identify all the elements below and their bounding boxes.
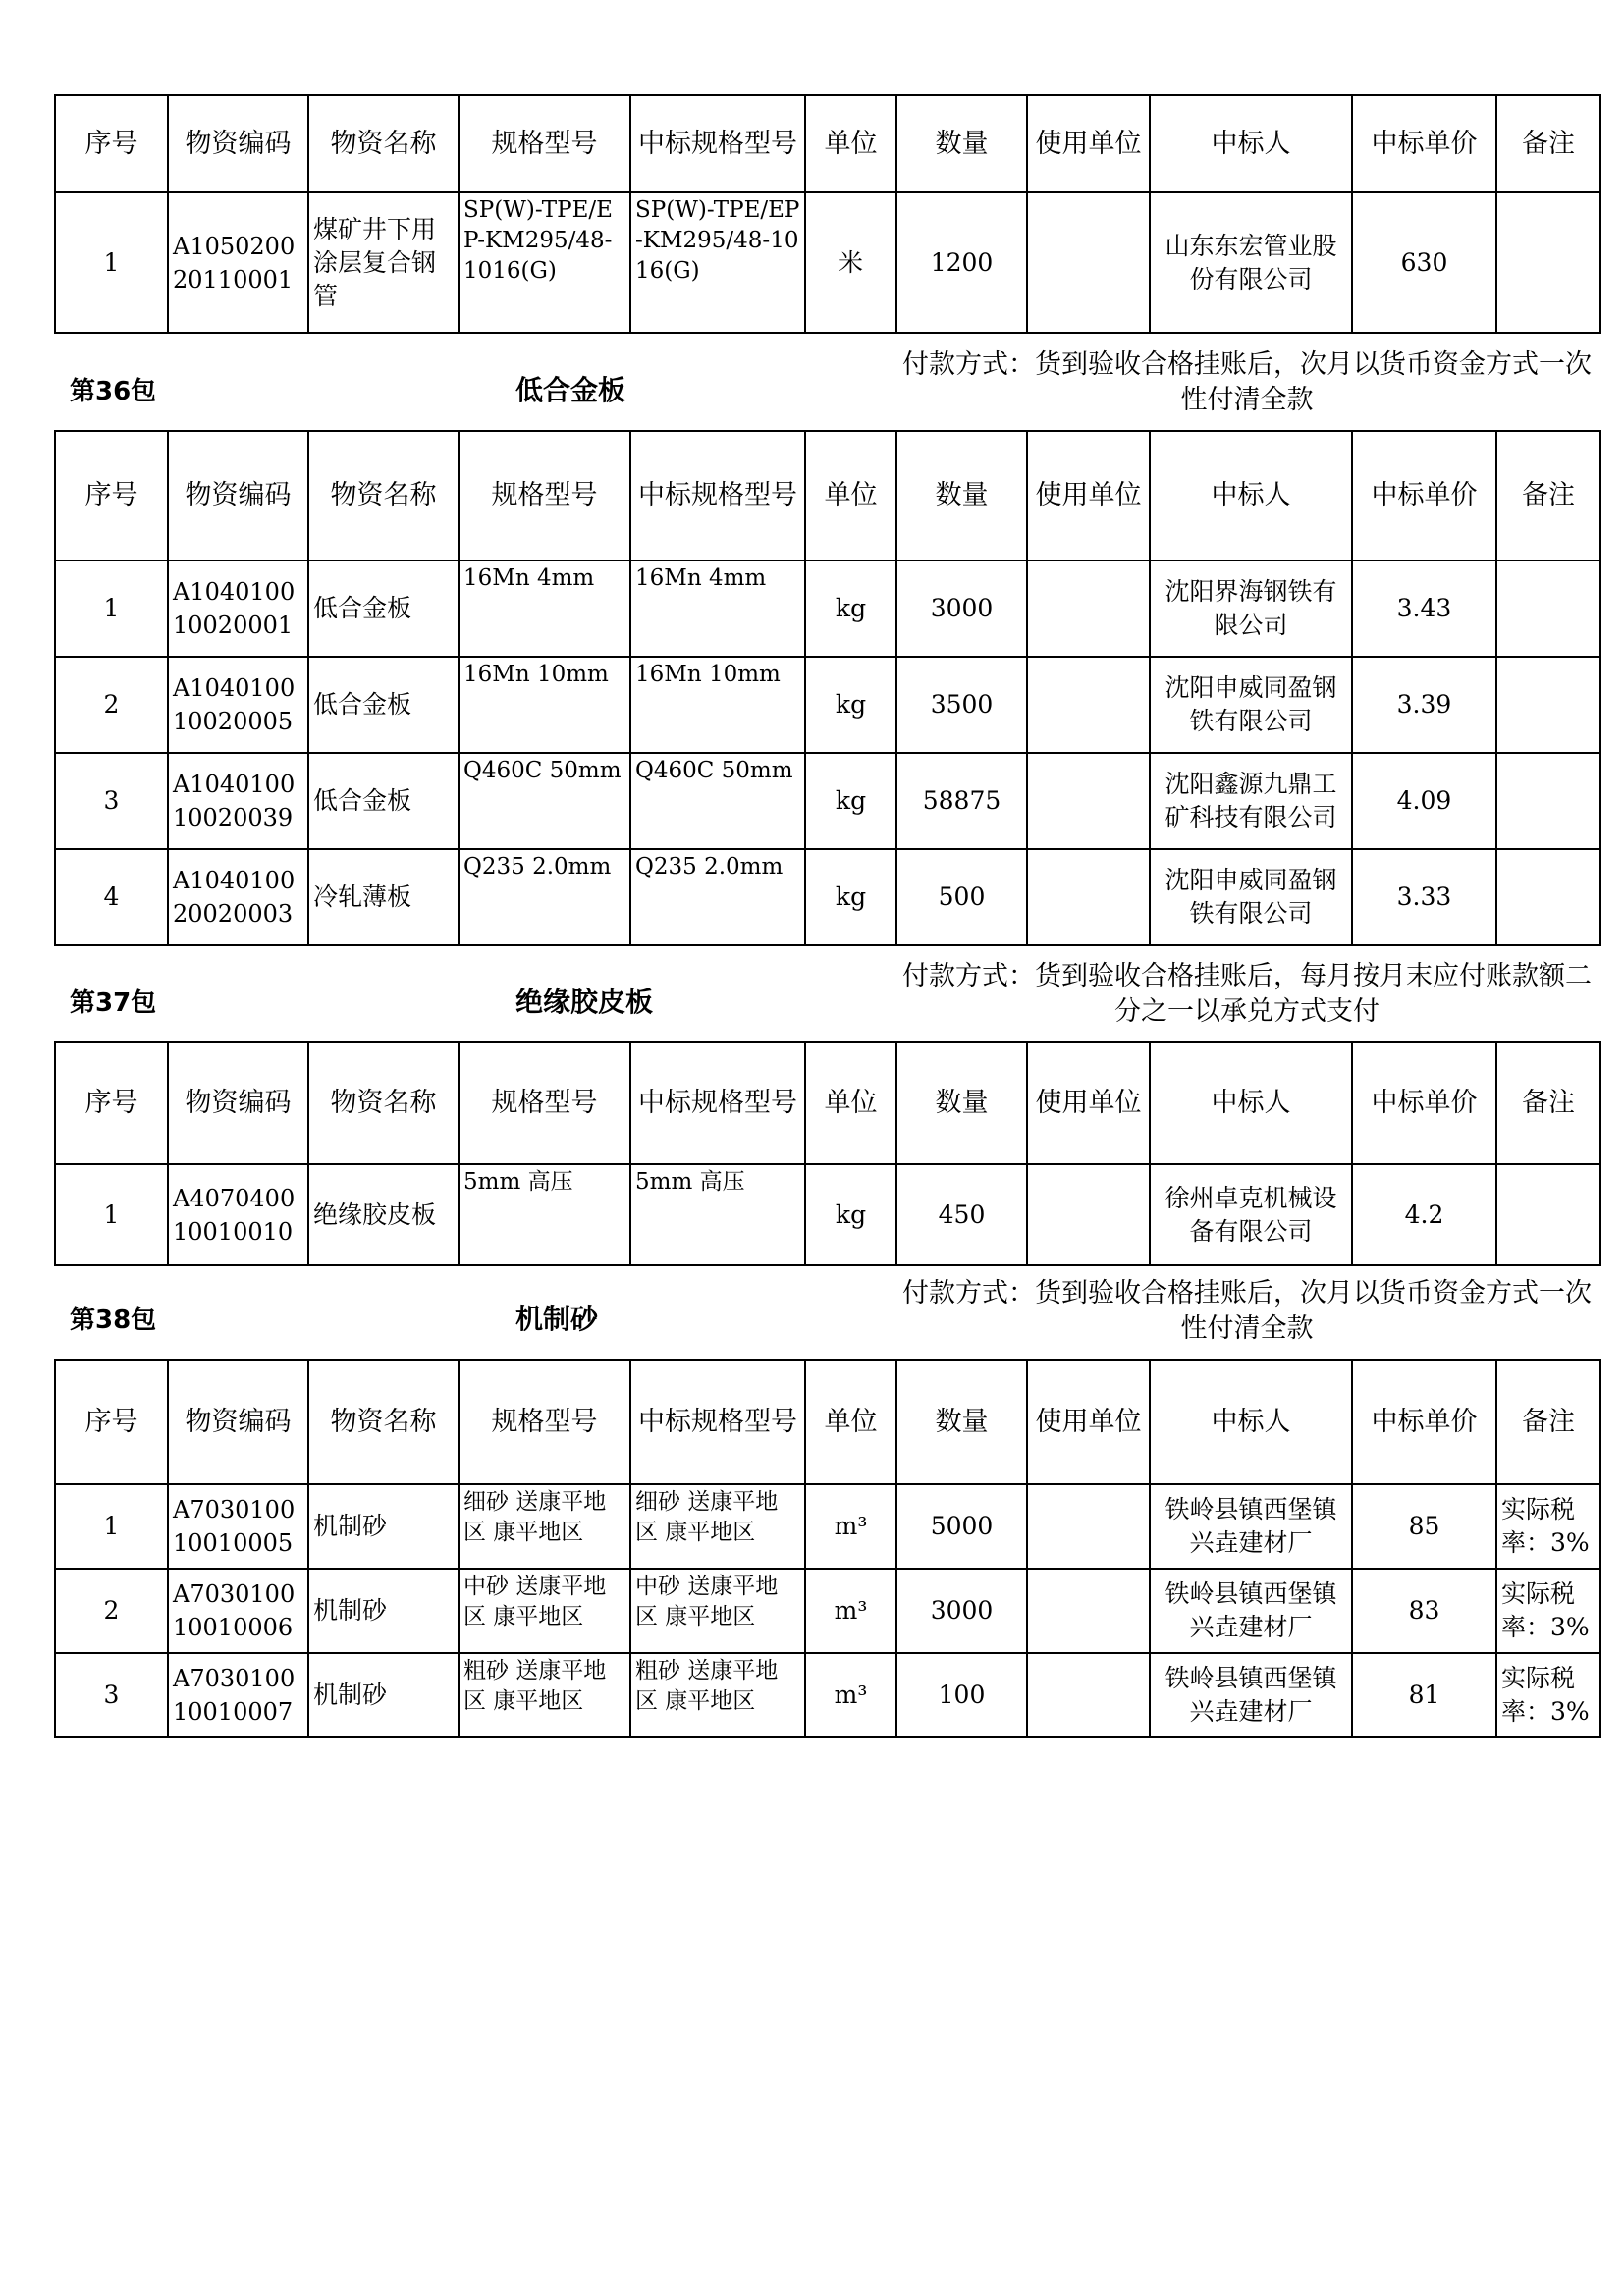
table-pkg35 [54,94,1601,334]
qty-cell: 100 [896,1653,1027,1737]
qty-cell: 5000 [896,1484,1027,1569]
code-cell: A104010010020001 [168,561,308,657]
qty-cell: 500 [896,849,1027,945]
table-header-row [55,431,1600,561]
note-cell [1496,753,1600,849]
unit-cell: kg [805,657,896,753]
seq-cell: 3 [55,1653,168,1737]
column-header: 规格型号 [459,431,630,561]
code-cell: A104010010020005 [168,657,308,753]
column-header: 使用单位 [1027,95,1150,192]
column-header: 中标规格型号 [630,1360,805,1484]
note-cell: 实际税率：3% [1496,1484,1600,1569]
table-pkg38 [54,1359,1601,1738]
qty-cell: 1200 [896,192,1027,333]
name-cell: 冷轧薄板 [308,849,459,945]
bid-spec-cell: 细砂 送康平地区 康平地区 [630,1484,805,1569]
bid-spec-cell: Q235 2.0mm [630,849,805,945]
column-header: 中标规格型号 [630,431,805,561]
column-header: 物资名称 [308,1042,459,1164]
column-header: 物资名称 [308,431,459,561]
unit-cell: m³ [805,1653,896,1737]
payment-terms: 付款方式：货到验收合格挂账后，每月按月末应付账款额二分之一以承兑方式支付 [902,961,1592,1027]
table-row [55,849,1600,945]
column-header: 中标规格型号 [630,1042,805,1164]
user-cell [1027,1653,1150,1737]
column-header: 中标规格型号 [630,95,805,192]
package-title: 机制砂 [515,1303,599,1335]
seq-cell: 1 [55,561,168,657]
name-cell: 机制砂 [308,1569,459,1653]
column-header: 使用单位 [1027,1360,1150,1484]
column-header: 序号 [55,431,168,561]
table-header-row [55,1042,1600,1164]
winner-cell: 山东东宏管业股份有限公司 [1150,192,1352,333]
package-number: 第37包 [70,988,157,1018]
name-cell: 低合金板 [308,657,459,753]
column-header: 物资名称 [308,95,459,192]
table-row [55,657,1600,753]
note-cell: 实际税率：3% [1496,1569,1600,1653]
bid-spec-cell: 5mm 高压 [630,1164,805,1265]
code-cell: A703010010010005 [168,1484,308,1569]
column-header: 物资编码 [168,95,308,192]
user-cell [1027,753,1150,849]
price-cell: 4.09 [1352,753,1496,849]
price-cell: 3.39 [1352,657,1496,753]
price-cell: 3.33 [1352,849,1496,945]
column-header: 规格型号 [459,1360,630,1484]
note-cell [1496,192,1600,333]
column-header: 中标单价 [1352,1042,1496,1164]
column-header: 使用单位 [1027,431,1150,561]
unit-cell: kg [805,561,896,657]
seq-cell: 1 [55,1164,168,1265]
price-cell: 3.43 [1352,561,1496,657]
user-cell [1027,1164,1150,1265]
column-header: 中标人 [1150,1042,1352,1164]
bid-spec-cell: 粗砂 送康平地区 康平地区 [630,1653,805,1737]
column-header: 单位 [805,431,896,561]
unit-cell: kg [805,849,896,945]
spec-cell: Q460C 50mm [459,753,630,849]
package-37-header [54,959,1599,1038]
qty-cell: 450 [896,1164,1027,1265]
table-header-row [55,1360,1600,1484]
column-header: 备注 [1496,95,1600,192]
column-header: 序号 [55,95,168,192]
bid-spec-cell: Q460C 50mm [630,753,805,849]
bid-spec-cell: 16Mn 10mm [630,657,805,753]
name-cell: 机制砂 [308,1484,459,1569]
qty-cell: 3000 [896,1569,1027,1653]
price-cell: 4.2 [1352,1164,1496,1265]
column-header: 单位 [805,95,896,192]
seq-cell: 1 [55,1484,168,1569]
code-cell: A703010010010007 [168,1653,308,1737]
column-header: 中标单价 [1352,1360,1496,1484]
bid-spec-cell: 中砂 送康平地区 康平地区 [630,1569,805,1653]
name-cell: 低合金板 [308,753,459,849]
table-row [55,1569,1600,1653]
winner-cell: 沈阳申威同盈钢铁有限公司 [1150,849,1352,945]
seq-cell: 1 [55,192,168,333]
note-cell [1496,657,1600,753]
name-cell: 机制砂 [308,1653,459,1737]
spec-cell: SP(W)-TPE/EP-KM295/48-1016(G) [459,192,630,333]
user-cell [1027,1484,1150,1569]
column-header: 数量 [896,431,1027,561]
column-header: 数量 [896,1360,1027,1484]
note-cell [1496,849,1600,945]
unit-cell: 米 [805,192,896,333]
code-cell: A105020020110001 [168,192,308,333]
column-header: 物资名称 [308,1360,459,1484]
column-header: 数量 [896,1042,1027,1164]
seq-cell: 4 [55,849,168,945]
code-cell: A407040010010010 [168,1164,308,1265]
price-cell: 85 [1352,1484,1496,1569]
column-header: 规格型号 [459,1042,630,1164]
code-cell: A104010010020039 [168,753,308,849]
column-header: 物资编码 [168,1042,308,1164]
note-cell [1496,561,1600,657]
table-pkg36 [54,430,1601,946]
column-header: 中标单价 [1352,95,1496,192]
column-header: 备注 [1496,1360,1600,1484]
price-cell: 630 [1352,192,1496,333]
column-header: 使用单位 [1027,1042,1150,1164]
package-number: 第36包 [70,377,157,406]
winner-cell: 铁岭县镇西堡镇兴垚建材厂 [1150,1484,1352,1569]
spec-cell: 中砂 送康平地区 康平地区 [459,1569,630,1653]
spec-cell: Q235 2.0mm [459,849,630,945]
qty-cell: 3000 [896,561,1027,657]
package-36-header [54,347,1599,426]
code-cell: A703010010010006 [168,1569,308,1653]
seq-cell: 2 [55,1569,168,1653]
winner-cell: 沈阳鑫源九鼎工矿科技有限公司 [1150,753,1352,849]
user-cell [1027,657,1150,753]
package-title: 低合金板 [515,374,626,406]
table-row [55,753,1600,849]
table-pkg37 [54,1041,1601,1266]
winner-cell: 徐州卓克机械设备有限公司 [1150,1164,1352,1265]
user-cell [1027,849,1150,945]
user-cell [1027,561,1150,657]
table-row [55,192,1600,333]
unit-cell: m³ [805,1569,896,1653]
column-header: 序号 [55,1360,168,1484]
spec-cell: 16Mn 4mm [459,561,630,657]
column-header: 中标人 [1150,431,1352,561]
spec-cell: 粗砂 送康平地区 康平地区 [459,1653,630,1737]
user-cell [1027,1569,1150,1653]
table-header-row [55,95,1600,192]
column-header: 备注 [1496,431,1600,561]
winner-cell: 沈阳申威同盈钢铁有限公司 [1150,657,1352,753]
payment-terms: 付款方式：货到验收合格挂账后，次月以货币资金方式一次性付清全款 [902,349,1592,415]
column-header: 中标人 [1150,1360,1352,1484]
spec-cell: 5mm 高压 [459,1164,630,1265]
note-cell [1496,1164,1600,1265]
column-header: 中标单价 [1352,431,1496,561]
spec-cell: 16Mn 10mm [459,657,630,753]
column-header: 规格型号 [459,95,630,192]
table-row [55,1484,1600,1569]
package-38-header [54,1276,1599,1355]
seq-cell: 2 [55,657,168,753]
column-header: 单位 [805,1042,896,1164]
name-cell: 煤矿井下用涂层复合钢管 [308,192,459,333]
user-cell [1027,192,1150,333]
spec-cell: 细砂 送康平地区 康平地区 [459,1484,630,1569]
winner-cell: 铁岭县镇西堡镇兴垚建材厂 [1150,1569,1352,1653]
table-row [55,1653,1600,1737]
column-header: 数量 [896,95,1027,192]
code-cell: A104010020020003 [168,849,308,945]
qty-cell: 58875 [896,753,1027,849]
seq-cell: 3 [55,753,168,849]
winner-cell: 铁岭县镇西堡镇兴垚建材厂 [1150,1653,1352,1737]
column-header: 单位 [805,1360,896,1484]
column-header: 物资编码 [168,1360,308,1484]
price-cell: 83 [1352,1569,1496,1653]
name-cell: 绝缘胶皮板 [308,1164,459,1265]
unit-cell: kg [805,1164,896,1265]
column-header: 物资编码 [168,431,308,561]
column-header: 备注 [1496,1042,1600,1164]
bid-spec-cell: SP(W)-TPE/EP-KM295/48-1016(G) [630,192,805,333]
payment-terms: 付款方式：货到验收合格挂账后，次月以货币资金方式一次性付清全款 [902,1278,1592,1344]
table-row [55,1164,1600,1265]
price-cell: 81 [1352,1653,1496,1737]
package-title: 绝缘胶皮板 [515,986,654,1018]
column-header: 中标人 [1150,95,1352,192]
table-row [55,561,1600,657]
bid-spec-cell: 16Mn 4mm [630,561,805,657]
name-cell: 低合金板 [308,561,459,657]
qty-cell: 3500 [896,657,1027,753]
unit-cell: m³ [805,1484,896,1569]
winner-cell: 沈阳界海钢铁有限公司 [1150,561,1352,657]
column-header: 序号 [55,1042,168,1164]
unit-cell: kg [805,753,896,849]
package-number: 第38包 [70,1306,157,1335]
note-cell: 实际税率：3% [1496,1653,1600,1737]
